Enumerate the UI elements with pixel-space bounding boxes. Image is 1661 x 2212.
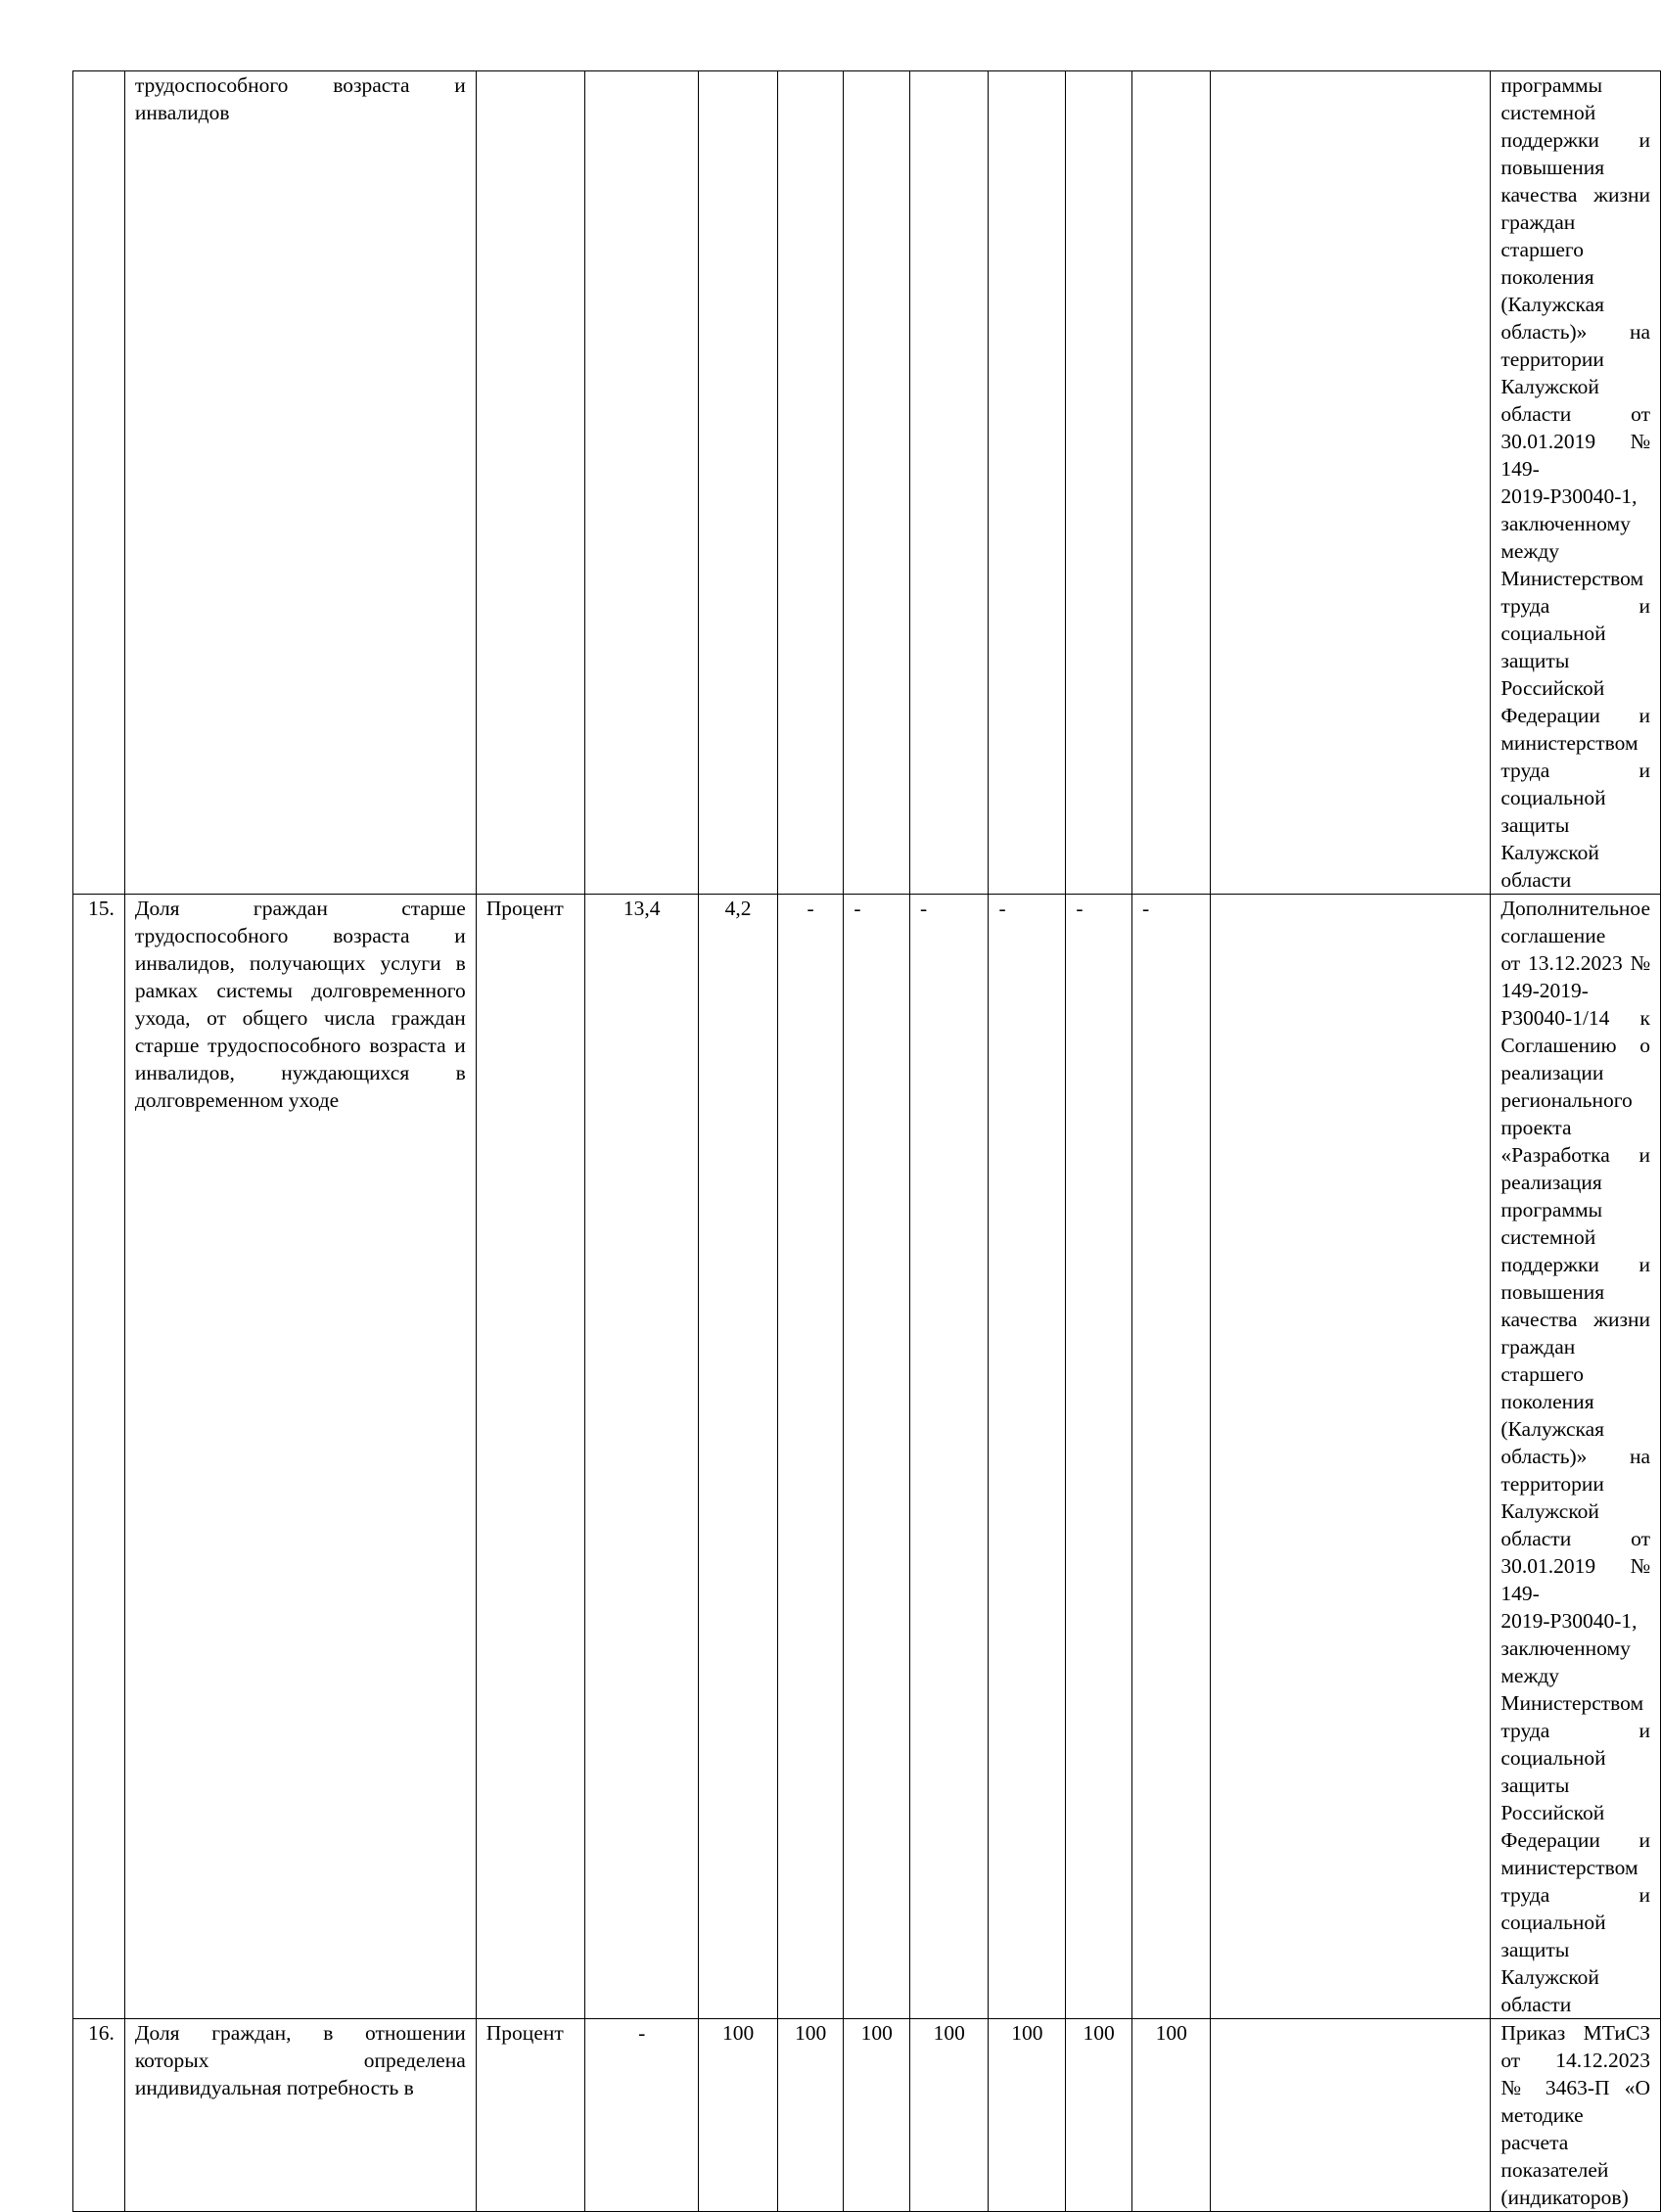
table-body — [73, 71, 1661, 2212]
unit-of-measure — [476, 71, 584, 895]
year-value: 100 — [1066, 2019, 1132, 2212]
text-line: рамках системы долговременного — [134, 979, 466, 1002]
text-line: Российской Федерации и — [1500, 1801, 1650, 1852]
text-line: инвалидов, получающих услуги в — [134, 951, 466, 975]
text-line: старше трудоспособного возраста и — [134, 1034, 466, 1057]
text-line: области от 30.01.2019 № 149- — [1500, 402, 1650, 481]
year-value: 100 — [1131, 2019, 1211, 2212]
text-line: Доля граждан старше — [134, 897, 466, 920]
text-line: социальной защиты — [1500, 786, 1606, 837]
text-line: граждан старшего поколения — [1500, 1335, 1594, 1413]
text-line: Доля граждан, в отношении — [134, 2021, 466, 2045]
text-line: показателей (индикаторов) — [1500, 2158, 1629, 2209]
text-line: Р30040-1/14 к Соглашению о — [1500, 1006, 1650, 1057]
text-line: индивидуальная потребность в — [134, 2076, 414, 2099]
text-line: проекта — [1500, 1116, 1572, 1139]
source-document — [1491, 2019, 1661, 2212]
text-line: программы системной — [1500, 1198, 1603, 1249]
text-line: (Калужская область)» на — [1500, 293, 1650, 344]
text-line: «Разработка и реализация — [1500, 1143, 1650, 1194]
text-line: программы системной — [1500, 73, 1603, 124]
text-line: Российской Федерации и — [1500, 676, 1650, 727]
year-value: 100 — [844, 2019, 910, 2212]
year-value: - — [1066, 895, 1132, 2019]
text-line: Приказ МТиСЗ от 14.12.2023 — [1500, 2021, 1650, 2072]
source-document — [1491, 71, 1661, 895]
year-value: 100 — [989, 2019, 1066, 2212]
text-line: ухода, от общего числа граждан — [134, 1006, 466, 1030]
source-document — [1491, 895, 1661, 2019]
indicator-name — [124, 2019, 476, 2212]
text-line: граждан старшего поколения — [1500, 210, 1594, 289]
text-line: долговременном уходе — [134, 1088, 340, 1112]
text-line: № 3463-П «О методике расчета — [1500, 2076, 1650, 2154]
text-line: Калужской области — [1500, 841, 1599, 892]
text-line: (Калужская область)» на — [1500, 1417, 1650, 1468]
text-line: от 13.12.2023 № 149-2019- — [1500, 951, 1650, 1002]
text-line: социальной защиты — [1500, 622, 1606, 672]
year-value: - — [989, 895, 1066, 2019]
year-value — [1131, 71, 1211, 895]
table-row — [73, 2019, 1661, 2212]
text-line: социальной защиты — [1500, 1746, 1606, 1797]
text-line: качества жизни — [1500, 1308, 1650, 1331]
year-value: 100 — [909, 2019, 989, 2212]
text-line: области от 30.01.2019 № 149- — [1500, 1527, 1650, 1605]
year-value — [777, 71, 844, 895]
year-value — [1211, 2019, 1491, 2212]
text-line: поддержки и повышения — [1500, 128, 1650, 179]
text-line: министерством труда и — [1500, 731, 1650, 782]
year-value — [1211, 71, 1491, 895]
text-line: территории Калужской — [1500, 347, 1604, 398]
year-value: 100 — [699, 2019, 778, 2212]
year-value: - — [777, 895, 844, 2019]
base-value: 13,4 — [585, 895, 699, 2019]
indicator-name — [124, 895, 476, 2019]
text-line: 2019-Р30040-1, заключенному — [1500, 1609, 1638, 1660]
row-number: 16. — [73, 2019, 125, 2212]
year-value — [909, 71, 989, 895]
text-line: Дополнительное соглашение — [1500, 897, 1650, 947]
text-line: реализации регионального — [1500, 1061, 1633, 1112]
text-line: территории Калужской — [1500, 1472, 1604, 1523]
row-number: 15. — [73, 895, 125, 2019]
year-value — [989, 71, 1066, 895]
text-line: трудоспособного возраста и — [134, 73, 466, 97]
year-value — [844, 71, 910, 895]
text-line: которых определена — [134, 2049, 466, 2072]
unit-of-measure: Процент — [476, 895, 584, 2019]
year-value: - — [909, 895, 989, 2019]
text-line: поддержки и повышения — [1500, 1253, 1650, 1304]
text-line: Калужской области — [1500, 1965, 1599, 2016]
text-line: трудоспособного возраста и — [134, 924, 466, 947]
base-value: - — [585, 2019, 699, 2212]
table-row — [73, 71, 1661, 895]
text-line: между Министерством труда и — [1500, 539, 1650, 618]
text-line: инвалидов — [134, 101, 230, 124]
year-value: 100 — [777, 2019, 844, 2212]
year-value — [699, 71, 778, 895]
text-line: социальной защиты — [1500, 1911, 1606, 1961]
indicators-table — [72, 70, 1661, 2212]
text-line: качества жизни — [1500, 183, 1650, 207]
year-value — [1066, 71, 1132, 895]
year-value — [1211, 895, 1491, 2019]
table-row — [73, 895, 1661, 2019]
year-value: 4,2 — [699, 895, 778, 2019]
text-line: 2019-Р30040-1, заключенному — [1500, 484, 1638, 535]
indicator-name — [124, 71, 476, 895]
row-number — [73, 71, 125, 895]
unit-of-measure: Процент — [476, 2019, 584, 2212]
text-line: инвалидов, нуждающихся в — [134, 1061, 466, 1084]
base-value — [585, 71, 699, 895]
year-value: - — [1131, 895, 1211, 2019]
text-line: министерством труда и — [1500, 1856, 1650, 1907]
year-value: - — [844, 895, 910, 2019]
text-line: между Министерством труда и — [1500, 1664, 1650, 1742]
